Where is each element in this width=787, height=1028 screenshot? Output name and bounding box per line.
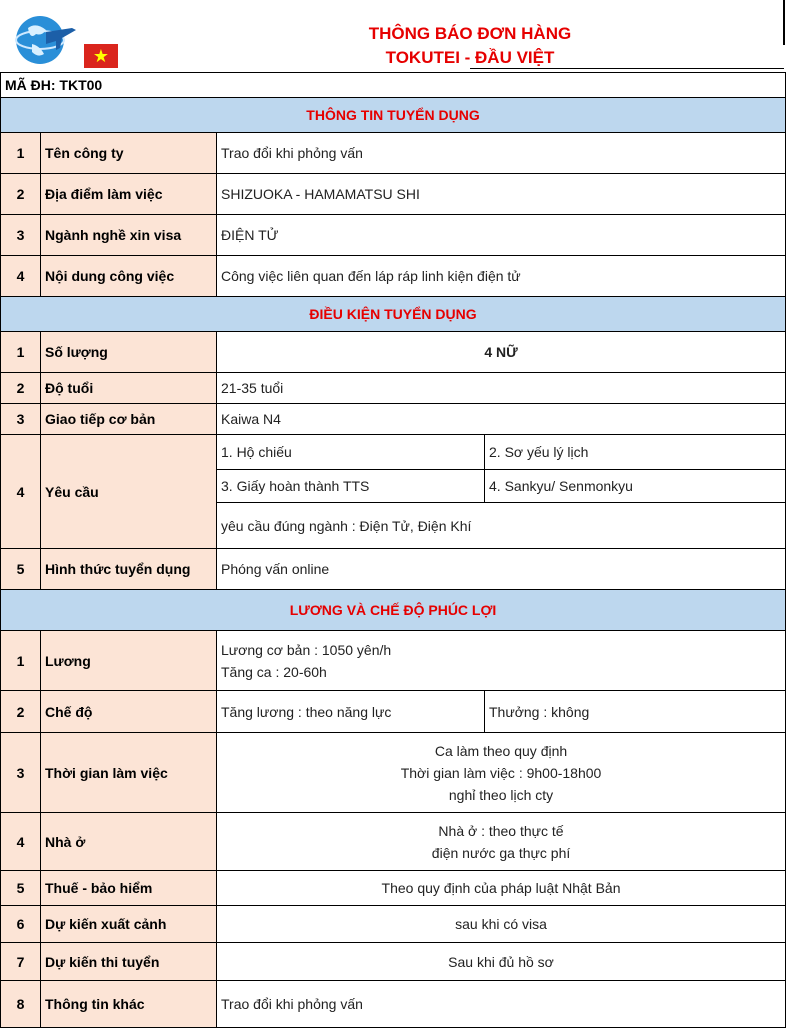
salary-base: Lương cơ bản : 1050 yên/h — [221, 641, 392, 658]
section-header-salary — [1, 590, 786, 631]
worktime-line: Ca làm theo quy định — [434, 742, 568, 759]
row-number: 2 — [1, 691, 41, 733]
globe-airplane-icon — [8, 10, 78, 68]
table-row — [1, 813, 786, 871]
row-label: Giao tiếp cơ bản — [41, 404, 217, 435]
row-number: 1 — [1, 631, 41, 691]
table-row — [1, 256, 786, 297]
salary-overtime: Tăng ca : 20-60h — [221, 663, 327, 680]
header — [0, 0, 787, 72]
row-label: Ngành nghề xin visa — [41, 215, 217, 256]
table-row — [1, 733, 786, 813]
row-number: 4 — [1, 256, 41, 297]
table-row — [1, 871, 786, 906]
table-row — [1, 174, 786, 215]
row-label: Tên công ty — [41, 133, 217, 174]
row-number: 8 — [1, 981, 41, 1028]
row-value: Phóng vấn online — [217, 549, 786, 590]
title-line-2: TOKUTEI - ĐẦU VIỆT — [385, 48, 555, 67]
section-title: LƯƠNG VÀ CHẾ ĐỘ PHÚC LỢI — [1, 590, 786, 631]
row-label: Độ tuổi — [41, 373, 217, 404]
row-value — [217, 631, 786, 691]
table-row — [1, 133, 786, 174]
row-number: 5 — [1, 871, 41, 906]
row-value: Kaiwa N4 — [217, 404, 786, 435]
worktime-line: Thời gian làm việc : 9h00-18h00 — [400, 764, 602, 781]
order-table — [0, 72, 786, 1028]
row-value: 4 NỮ — [217, 332, 786, 373]
row-value: ĐIỆN TỬ — [217, 215, 786, 256]
row-value: sau khi có visa — [217, 906, 786, 943]
table-row — [1, 373, 786, 404]
table-row — [1, 981, 786, 1028]
row-number: 5 — [1, 549, 41, 590]
worktime-line: nghỉ theo lịch cty — [448, 786, 554, 803]
housing-line: điện nước ga thực phí — [431, 844, 571, 861]
row-label: Chế độ — [41, 691, 217, 733]
row-value — [217, 813, 786, 871]
row-label: Dự kiến xuất cảnh — [41, 906, 217, 943]
row-number: 1 — [1, 332, 41, 373]
table-row — [1, 631, 786, 691]
row-label: Hình thức tuyển dụng — [41, 549, 217, 590]
requirement-item: 1. Hộ chiếu — [217, 435, 485, 470]
row-value: Theo quy định của pháp luật Nhật Bản — [217, 871, 786, 906]
requirement-item: 4. Sankyu/ Senmonkyu — [485, 470, 786, 503]
requirement-note: yêu cầu đúng ngành : Điện Tử, Điện Khí — [217, 503, 786, 549]
table-row — [1, 906, 786, 943]
row-number: 3 — [1, 215, 41, 256]
row-number: 3 — [1, 404, 41, 435]
row-value: Trao đổi khi phỏng vấn — [217, 133, 786, 174]
vietnam-flag-icon: ★ — [84, 44, 118, 68]
row-number: 1 — [1, 133, 41, 174]
regime-bonus: Thưởng : không — [485, 691, 786, 733]
row-label: Nội dung công việc — [41, 256, 217, 297]
row-value: Trao đổi khi phỏng vấn — [217, 981, 786, 1028]
row-value: SHIZUOKA - HAMAMATSU SHI — [217, 174, 786, 215]
table-row — [1, 332, 786, 373]
row-number: 4 — [1, 813, 41, 871]
requirement-item: 3. Giấy hoàn thành TTS — [217, 470, 485, 503]
frame-edge — [783, 0, 785, 45]
row-label: Số lượng — [41, 332, 217, 373]
table-row — [1, 215, 786, 256]
row-number: 4 — [1, 435, 41, 549]
row-label: Thuế - bảo hiểm — [41, 871, 217, 906]
order-code: MÃ ĐH: TKT00 — [1, 73, 786, 98]
table-row — [1, 691, 786, 733]
requirement-item: 2. Sơ yếu lý lịch — [485, 435, 786, 470]
section-title: THÔNG TIN TUYỂN DỤNG — [1, 98, 786, 133]
table-row — [1, 943, 786, 981]
row-number: 7 — [1, 943, 41, 981]
row-value: Sau khi đủ hồ sơ — [217, 943, 786, 981]
row-label: Thông tin khác — [41, 981, 217, 1028]
row-value — [217, 733, 786, 813]
row-label: Lương — [41, 631, 217, 691]
row-label: Thời gian làm việc — [41, 733, 217, 813]
row-value: 21-35 tuổi — [217, 373, 786, 404]
row-number: 6 — [1, 906, 41, 943]
order-code-row — [1, 73, 786, 98]
table-row — [1, 549, 786, 590]
row-number: 3 — [1, 733, 41, 813]
row-label: Nhà ở — [41, 813, 217, 871]
row-label: Yêu cầu — [41, 435, 217, 549]
section-header-recruitment-info — [1, 98, 786, 133]
housing-line: Nhà ở : theo thực tế — [438, 822, 564, 839]
section-title: ĐIỀU KIỆN TUYỂN DỤNG — [1, 297, 786, 332]
section-header-conditions — [1, 297, 786, 332]
table-row — [1, 435, 786, 470]
row-number: 2 — [1, 373, 41, 404]
row-number: 2 — [1, 174, 41, 215]
row-value: Công việc liên quan đến láp ráp linh kiện điện tử — [217, 256, 786, 297]
title-underline — [470, 68, 784, 69]
regime-raise: Tăng lương : theo năng lực — [217, 691, 485, 733]
title-line-1: THÔNG BÁO ĐƠN HÀNG — [368, 24, 572, 43]
row-label: Địa điểm làm việc — [41, 174, 217, 215]
table-row — [1, 404, 786, 435]
row-label: Dự kiến thi tuyển — [41, 943, 217, 981]
